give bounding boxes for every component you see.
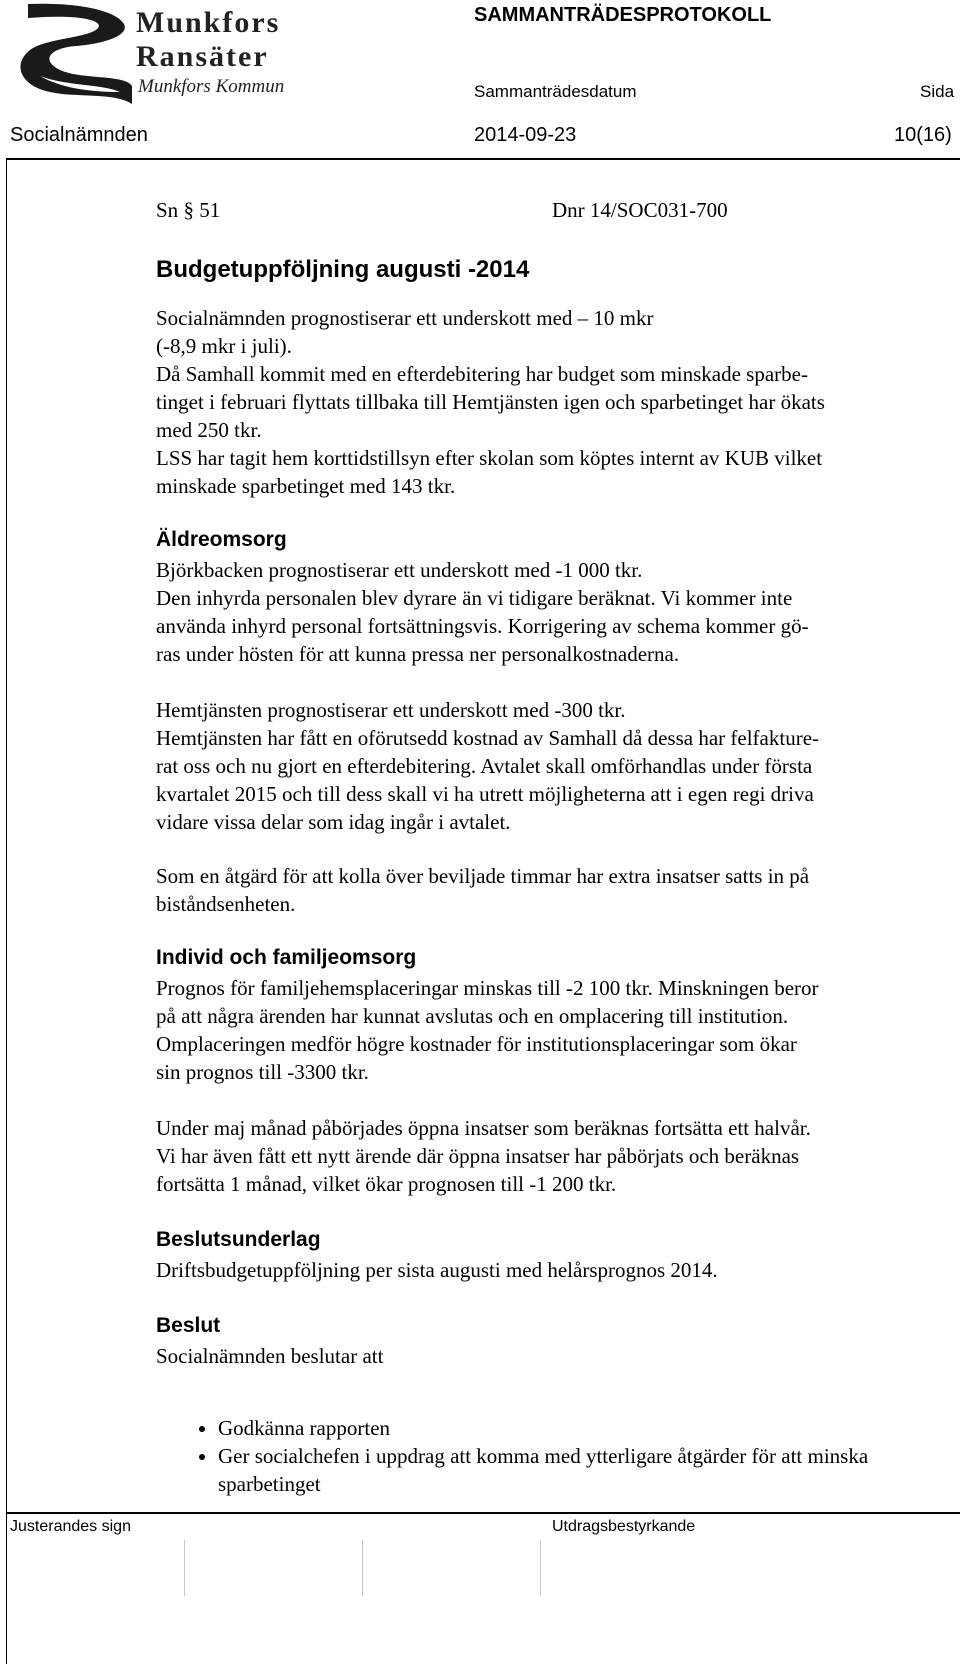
text-line: Då Samhall kommit med en efterdebitering har budget som minskade sparbe-: [156, 362, 808, 386]
text-line: (-8,9 mkr i juli).: [156, 334, 292, 358]
case-reference: Dnr 14/SOC031-700: [552, 198, 728, 222]
text-line: Vi har även fått ett nytt ärende där öppna insatser har påbörjats och beräknas: [156, 1144, 800, 1168]
page-label: Sida: [920, 82, 955, 101]
committee-name: Socialnämnden: [10, 124, 148, 146]
text-line: Socialnämnden beslutar att: [156, 1344, 384, 1368]
text-line: sin prognos till -3300 tkr.: [156, 1060, 369, 1084]
text-line: Driftsbudgetuppföljning per sista augusti med helårsprognos 2014.: [156, 1258, 718, 1282]
page-title: Budgetuppföljning augusti -2014: [156, 256, 530, 283]
text-line: Hemtjänsten har fått en oförutsedd kostnad av Samhall då dessa har felfakture-: [156, 726, 820, 750]
decision-item: • Godkänna rapporten: [218, 1414, 938, 1442]
municipality-logo: [6, 0, 306, 112]
text-line: med 250 tkr.: [156, 418, 262, 442]
text-line: Prognos för familjehemsplaceringar minskas till -2 100 tkr. Minskningen beror: [156, 976, 819, 1000]
meeting-date: 2014-09-23: [474, 124, 577, 146]
document-type: SAMMANTRÄDESPROTOKOLL: [474, 4, 772, 26]
signature-box-divider: [184, 1540, 185, 1596]
section-heading-underlag: Beslutsunderlag: [156, 1228, 321, 1251]
text-line: rat oss och nu gjort en efterdebitering. Avtalet skall omförhandlas under första: [156, 754, 813, 778]
section-sign: §: [183, 198, 194, 222]
signature-box-divider: [362, 1540, 363, 1596]
extract-certification-label: Utdragsbestyrkande: [552, 1518, 696, 1535]
text-line: Hemtjänsten prognostiserar ett underskott med -300 tkr.: [156, 698, 626, 722]
text-line: minskade sparbetinget med 143 tkr.: [156, 474, 456, 498]
text-line: Omplaceringen medför högre kostnader för institutionsplaceringar som ökar: [156, 1032, 797, 1056]
text-line: kvartalet 2015 och till dess skall vi ha utrett möjligheterna att i egen regi driva: [156, 782, 814, 806]
text-line: biståndsenheten.: [156, 892, 296, 916]
decision-list: [176, 1414, 938, 1498]
text-line: ras under hösten för att kunna pressa ner personalkostnaderna.: [156, 642, 680, 666]
footer-divider: [6, 1512, 960, 1514]
left-margin-line: [6, 158, 7, 1664]
section-heading-ifo: Individ och familjeomsorg: [156, 946, 417, 969]
signature-box-divider: [540, 1540, 541, 1596]
logo-name-line2: Ransäter: [136, 40, 269, 73]
section-heading-aldreomsorg: Äldreomsorg: [156, 528, 287, 551]
section-label: Sn: [156, 198, 179, 222]
logo-name-line1: Munkfors: [136, 6, 281, 39]
header-divider: [6, 158, 960, 160]
text-line: LSS har tagit hem korttidstillsyn efter skolan som köptes internt av KUB vilket: [156, 446, 823, 470]
text-line: Under maj månad påbörjades öppna insatser som beräknas fortsätta ett halvår.: [156, 1116, 811, 1140]
text-line: Socialnämnden prognostiserar ett underskott med – 10 mkr: [156, 306, 654, 330]
text-line: tinget i februari flyttats tillbaka till Hemtjänsten igen och sparbetinget har ökats: [156, 390, 825, 414]
text-line: Björkbacken prognostiserar ett underskott med -1 000 tkr.: [156, 558, 643, 582]
text-line: på att några ärenden har kunnat avslutas och en omplacering till institution.: [156, 1004, 789, 1028]
text-line: vidare vissa delar som idag ingår i avtalet.: [156, 810, 511, 834]
text-line: Den inhyrda personalen blev dyrare än vi tidigare beräknat. Vi kommer inte: [156, 586, 793, 610]
decision-item: • Ger socialchefen i uppdrag att komma med ytterligare åtgärder för att minska sparbetinget: [218, 1442, 938, 1498]
text-line: fortsätta 1 månad, vilket ökar prognosen till -1 200 tkr.: [156, 1172, 617, 1196]
section-number: 51: [199, 198, 221, 222]
logo-tagline: Munkfors Kommun: [138, 76, 285, 97]
text-line: använda inhyrd personal fortsättningsvis. Korrigering av schema kommer gö-: [156, 614, 809, 638]
signature-label: Justerandes sign: [10, 1518, 131, 1535]
page-number: 10(16): [894, 124, 952, 146]
meeting-date-label: Sammanträdesdatum: [474, 82, 637, 101]
text-line: Som en åtgärd för att kolla över beviljade timmar har extra insatser satts in på: [156, 864, 810, 888]
section-heading-beslut: Beslut: [156, 1314, 221, 1337]
paragraph-number: [156, 198, 220, 223]
